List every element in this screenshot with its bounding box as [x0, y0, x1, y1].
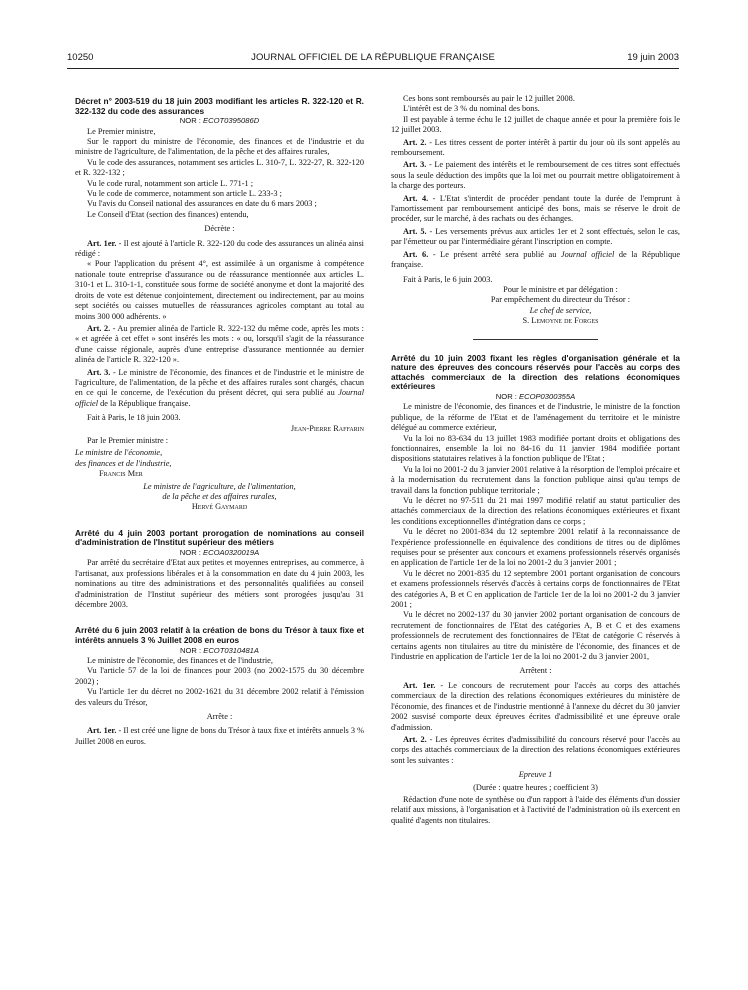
paragraph: Vu le décret no 2001-834 du 12 septembre 2001 relatif à la reconnaissance de l'expérience professionnelle en équivalence des conditions de titres ou de diplômes requises pour se présenter aux concours et examens professionnels réservés organisés en application de l'article 1er de la loi no 2001-2 du 3 janvier 2001 ; [391, 527, 680, 568]
fait-line: Fait à Paris, le 6 juin 2003. [403, 274, 493, 284]
article-text: - Le paiement des intérêts et le remboursement de ces titres sont effectués sous la seule déduction des impôts que la loi met ou pourrait mettre obligatoirement à la charge des porteurs. [391, 160, 680, 191]
issue-date: 19 juin 2003 [627, 52, 679, 63]
paragraph: Vu la loi no 2001-2 du 3 janvier 2001 relative à la résorption de l'emploi précaire et à la modernisation du recrutement dans la fonction publique ainsi qu'au temps de travail dans la fonction publique territoriale ; [391, 464, 681, 495]
article [391, 194, 680, 225]
article-label: Art. 6. [403, 249, 429, 259]
page-header [67, 50, 679, 66]
left-column [75, 97, 364, 747]
nor-reference [75, 548, 364, 558]
nor-label: NOR : [179, 548, 201, 557]
article-text: de la République française. [391, 249, 681, 270]
decree-title: Décret n° 2003-519 du 18 juin 2003 modifiant les articles R. 322-120 et R. 322-132 du code des assurances [75, 96, 364, 116]
signature-line: Le chef de service, [529, 305, 592, 315]
paragraph: Vu le code des assurances, notamment ses articles L. 310-7, L. 322-27, R. 322-120 et R. 322-132 ; [75, 157, 364, 178]
article [391, 160, 680, 191]
article-text: - Il est ajouté à l'article R. 322-120 du code des assurances un alinéa ainsi rédigé : [75, 238, 364, 259]
article-text: - Le concours de recrutement pour l'accès au corps des attachés commerciaux de la direction des relations économiques extérieures du ministère de l'économie, des finances et de l'industrie mentionné à l'annexe du décret du 30 janvier 2002 susvisé comporte deux épreuves écrites d'admissibilité et une épreuve orale d'admission. [391, 680, 680, 732]
header-rule [67, 68, 679, 69]
arrete-title: Arrêté du 10 juin 2003 fixant les règles d'organisation générale et la nature des épreuves des concours réservés pour l'accès au corps des attachés commerciaux de la direction des relations économiques extérieures [391, 352, 680, 392]
epreuve-heading: Epreuve 1 [518, 770, 553, 780]
paragraph: Vu la loi no 83-634 du 13 juillet 1983 modifiée portant droits et obligations des fonctionnaires, ensemble la loi no 84-16 du 11 janvier 1984 modifiée portant dispositions statutaires relatives à la fonction publique de l'Etat ; [391, 433, 680, 464]
paragraph: Il est payable à terme échu le 12 juillet de chaque année et pour la première fois le 12 juillet 2003. [391, 114, 680, 135]
nor-label: NOR : [495, 391, 517, 401]
article [391, 227, 680, 248]
article-label: Art. 2. [87, 323, 111, 333]
paragraph: Vu le code de commerce, notamment son article L. 233-3 ; [87, 189, 282, 199]
fait-line: Fait à Paris, le 18 juin 2003. [87, 413, 181, 423]
paragraph: Vu l'avis du Conseil national des assurances en date du 6 mars 2003 ; [87, 199, 317, 209]
article-text: - Au premier alinéa de l'article R. 322-132 du même code, après les mots : « et agréée à cet effet » sont insérés les mots : « ou, lorsqu'il s'agit de la réassurance d'une caisse régionale, auprès d'une entreprise d'assurance mentionnée au dernier alinéa de l'article R. 322-120 ». [75, 323, 364, 365]
paragraph: Le ministre de l'économie, des finances et de l'industrie, le ministre de la fonction publique, de la réforme de l'Etat et de l'aménagement du territoire et le ministre délégué au commerce extérieur, [391, 402, 680, 433]
page-number: 10250 [67, 52, 94, 63]
paragraph: Vu le décret no 2002-137 du 30 janvier 2002 portant organisation de concours de recrutement de fonctionnaires de l'Etat des catégories A, B et C et des examens professionnels de recrutement des fonctionnaires de l'Etat de catégorie C réservés à certains agents non titulaires au titre du ministère de l'économie, des finances et de l'industrie en application de l'article 1er de la loi no 2001-2 du 3 janvier 2001, [391, 610, 680, 662]
arrete-title: Arrêté du 4 juin 2003 portant prorogation de nominations au conseil d'administration de l'Institut supérieur des métiers [75, 527, 364, 548]
article [391, 735, 680, 766]
article-label: Art. 2. [403, 734, 427, 744]
arretent-heading: Arrêtent : [519, 666, 552, 676]
par-line: Par le Premier ministre : [87, 435, 169, 445]
nor-code: ECOT0395086D [203, 116, 260, 126]
paragraph: Par arrêté du secrétaire d'Etat aux petites et moyennes entreprises, au commerce, à l'artisanat, aux professions libérales et à la consommation en date du 4 juin 2003, les nominations au titre des administrations et des personnalités qualifiées au conseil d'administration de l'Institut supérieur des métiers sont prorogées jusqu'au 31 décembre 2003. [75, 558, 364, 610]
journal-name: Journal officiel [75, 388, 364, 408]
decrete-heading: Décrète : [204, 224, 235, 234]
paragraph: Sur le rapport du ministre de l'économie, des finances et de l'industrie et du ministre de l'agriculture, de l'alimentation, de la pêche et des affaires rurales, [75, 137, 364, 157]
section-separator [473, 339, 598, 340]
signatory: S. Lemoyne de Forges [522, 316, 599, 326]
article-label: Art. 1er. [87, 726, 117, 736]
right-column [391, 94, 681, 826]
article [75, 368, 364, 410]
signatory: Francis Mer [99, 469, 143, 479]
article [75, 324, 364, 366]
article [75, 726, 364, 747]
paragraph: Vu le décret no 97-511 du 21 mai 1997 modifié relatif au statut particulier des attachés commerciaux de la direction des relations économiques extérieures et fixant les conditions exceptionnelles d'intégration dans ce corps ; [391, 495, 680, 526]
article [391, 138, 680, 159]
minister-title: Le ministre de l'agriculture, de l'alimentation, [143, 481, 296, 491]
paragraph: Rédaction d'une note de synthèse ou d'un rapport à l'aide des éléments d'un dossier relatif aux missions, à l'organisation et à l'activité de l'administration où ils exercent en qualité d'agents non titulaires. [391, 794, 680, 825]
article-text: de la République française. [98, 398, 191, 408]
signatory: Hervé Gaymard [191, 502, 248, 512]
paragraph: Vu le code rural, notamment son article L. 771-1 ; [87, 178, 254, 188]
article [391, 250, 680, 271]
minister-title: de la pêche et des affaires rurales, [162, 492, 277, 501]
nor-reference [75, 116, 364, 126]
minister-title: des finances et de l'industrie, [75, 458, 172, 468]
paragraph: « Pour l'application du présent 4°, est assimilée à un organisme à compétence nationale toute entreprise d'assurance ou de réassurance mentionnée aux articles L. 310-1 et L. 310-1-1, constituée sous forme de société anonyme et dont la majorité des droits de vote est détenue conjointement, directement ou indirectement, par au moins sept sociétés ou caisses mutuelles de réassurances agricoles comptant au total au moins 300 000 adhérents. » [75, 259, 364, 321]
signature-line: Par empêchement du directeur du Trésor : [490, 295, 631, 305]
article-label: Art. 3. [403, 160, 427, 170]
article-label: Art. 1er. [403, 680, 436, 690]
article-text: - L'Etat s'interdit de procéder pendant toute la durée de l'emprunt à l'amortissement par remboursement anticipé des bons, mais se réserve le droit de procéder, sur le marché, à des rachats ou des échanges. [391, 193, 681, 224]
article-text: - Les titres cessent de porter intérêt à partir du jour où ils sont appelés au remboursement. [391, 137, 680, 158]
article-text: - Le présent arrêté sera publié au [428, 249, 561, 259]
arrete-title: Arrêté du 6 juin 2003 relatif à la création de bons du Trésor à taux fixe et intérêts annuels 3 % Juillet 2008 en euros [75, 625, 364, 646]
nor-reference [75, 646, 364, 656]
article-label: Art. 1er. [87, 238, 117, 248]
paragraph: Vu le décret no 2001-835 du 12 septembre 2001 portant organisation de concours et examens professionnels réservés d'accès à certains corps de fonctionnaires de l'Etat des catégories A, B et C en application de l'article 1er de la loi no 2001-2 du 3 janvier 2001 ; [391, 568, 680, 610]
arrete-heading: Arrête : [206, 712, 233, 722]
article-label: Art. 5. [403, 226, 427, 236]
article [391, 681, 680, 733]
paragraph: Le Conseil d'Etat (section des finances) entendu, [87, 209, 249, 219]
article-text: - Il est créé une ligne de bons du Trésor à taux fixe et intérêts annuels 3 % Juillet 2008 en euros. [75, 726, 364, 746]
article-label: Art. 2. [403, 137, 427, 147]
article-text: - Le ministre de l'économie, des finances et de l'industrie et le ministre de l'agriculture, de l'alimentation, de la pêche et des affaires rurales sont chargés, chacun en ce qui le concerne, de l'exécution du présent décret, qui sera publié au [75, 367, 364, 398]
article-label: Art. 4. [403, 193, 429, 203]
signature-line: Pour le ministre et par délégation : [503, 284, 618, 294]
journal-title: JOURNAL OFFICIEL DE LA RÉPUBLIQUE FRANÇAISE [251, 52, 495, 63]
nor-reference [391, 392, 680, 402]
article [75, 239, 364, 260]
article-label: Art. 3. [87, 367, 111, 377]
duree-line: (Durée : quatre heures ; coefficient 3) [473, 782, 598, 792]
nor-code: ECOT0310481A [203, 645, 259, 655]
paragraph: Le Premier ministre, [87, 126, 156, 136]
article-text: - Les épreuves écrites d'admissibilité du concours réservé pour l'accès au corps des attachés commerciaux de la direction des relations économiques extérieures sont les suivantes : [391, 734, 680, 765]
nor-code: ECOP0300355A [519, 391, 576, 401]
nor-code: ECOA0320019A [203, 548, 260, 557]
article-text: - Les versements prévus aux articles 1er et 2 sont effectués, selon le cas, par l'émetteur ou par l'intermédiaire gérant l'inscription en compte. [391, 226, 680, 247]
paragraph: L'intérêt est de 3 % du nominal des bons. [403, 104, 540, 114]
journal-name: Journal officiel [560, 249, 615, 259]
minister-title: Le ministre de l'économie, [75, 448, 163, 458]
nor-label: NOR : [180, 645, 202, 655]
signatory: Jean-Pierre Raffarin [290, 423, 364, 433]
paragraph: Vu l'article 1er du décret no 2002-1621 du 31 décembre 2002 relatif à l'émission des valeurs du Trésor, [75, 687, 364, 707]
paragraph: Ces bons sont remboursés au pair le 12 juillet 2008. [403, 94, 575, 103]
paragraph: Vu l'article 57 de la loi de finances pour 2003 (no 2002-1575 du 30 décembre 2002) ; [75, 666, 364, 686]
paragraph: Le ministre de l'économie, des finances et de l'industrie, [87, 656, 273, 666]
nor-label: NOR : [179, 116, 201, 126]
